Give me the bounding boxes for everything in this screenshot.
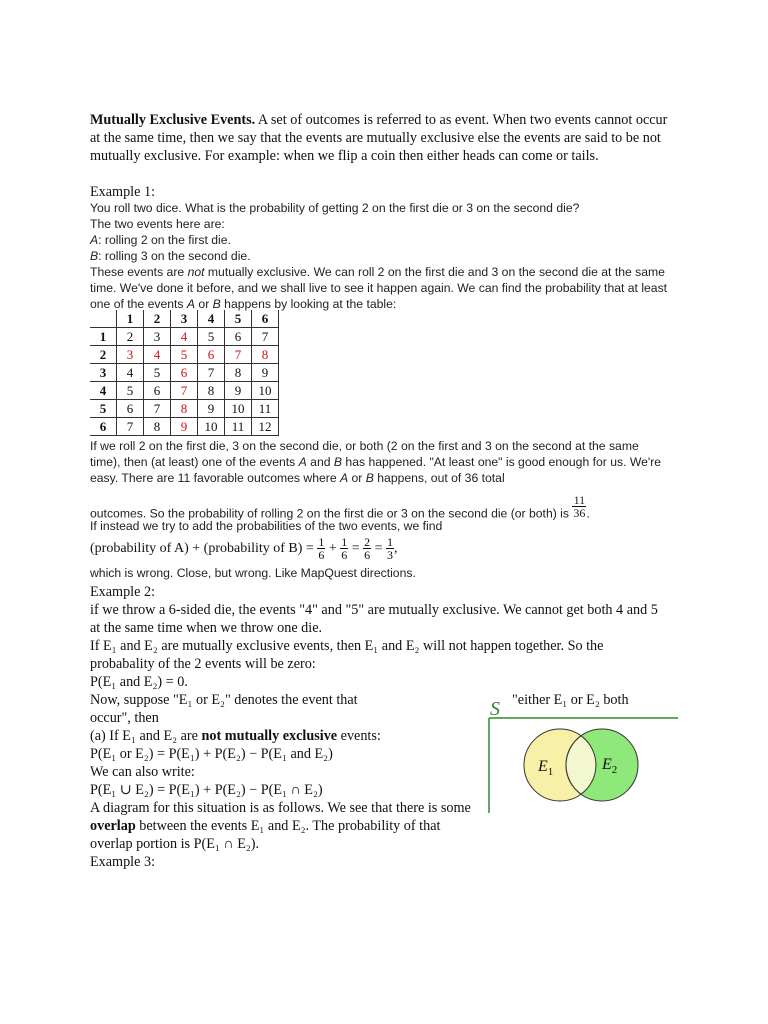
sample-space-label: S bbox=[490, 698, 500, 720]
table-row bbox=[90, 364, 279, 382]
example1-para3: outcomes. So the probability of rolling 2 on the first die or 3 on the second die (or both) is $\frac{11}{36}$ . bbox=[90, 493, 590, 521]
example1-label: Example 1: bbox=[90, 184, 156, 200]
example1-para4: If instead we try to add the probabilities of the two events, we find bbox=[90, 519, 443, 533]
table-header-cell: 2 bbox=[144, 310, 171, 328]
table-cell: 10 bbox=[252, 382, 279, 400]
dice-sum-table bbox=[90, 310, 279, 436]
example2-para2: If E₁ and E₂ are mutually exclusive events, then E₁ and E₂ will not happen together. So the probabality of the 2 events will be zero: bbox=[90, 638, 604, 672]
table-header-cell: 4 bbox=[198, 310, 225, 328]
table-cell: 6 bbox=[117, 400, 144, 418]
table-cell: 5 bbox=[171, 346, 198, 364]
event-b: B: rolling 3 on the second die. bbox=[90, 249, 251, 263]
table-header-cell: 3 bbox=[171, 310, 198, 328]
example1-para5: which is wrong. Close, but wrong. Like MapQuest directions. bbox=[90, 566, 416, 580]
table-cell: 10 bbox=[225, 400, 252, 418]
row-header-cell: 4 bbox=[90, 382, 117, 400]
example2-para3: P(E₁ and E₂) = 0. bbox=[90, 674, 188, 690]
table-cell: 7 bbox=[252, 328, 279, 346]
table-cell: 2 bbox=[117, 328, 144, 346]
section-heading: Mutually Exclusive Events. bbox=[90, 112, 256, 128]
row-header-cell: 6 bbox=[90, 418, 117, 436]
table-header-cell: 1 bbox=[117, 310, 144, 328]
example1-para1: These events are not mutually exclusive. We can roll 2 on the first die and 3 on the second die at the same time. We've done it before, and we shall live to see it happen again. We can find the probability that at least one of the events A or B happens by looking at the table: bbox=[90, 265, 668, 311]
table-row bbox=[90, 382, 279, 400]
table-header-row bbox=[90, 310, 279, 328]
e1-label: $E_1$ bbox=[538, 758, 554, 778]
table-cell: 4 bbox=[144, 346, 171, 364]
example2-para4-right: "either E₁ or E₂ both bbox=[512, 692, 629, 708]
formula-line: (probability of A) + (probability of B) = $\frac{1}{6}$ + $\frac{1}{6}$ = $\frac{2}{6}$ = $\frac{1}{3}$ , bbox=[90, 535, 398, 563]
table-row bbox=[90, 400, 279, 418]
table-cell: 3 bbox=[144, 328, 171, 346]
fraction-11-36: $\frac{11}{36}$ bbox=[573, 493, 586, 520]
example3-label: Example 3: bbox=[90, 854, 156, 870]
example2-label: Example 2: bbox=[90, 584, 156, 600]
table-cell: 4 bbox=[117, 364, 144, 382]
example2-lower: occur", then (a) If E₁ and E₂ are not mutually exclusive events: P(E₁ or E₂) = P(E₁) + P(E₂) − P(E₁ and E₂) We can also write: P(E₁ ∪ E₂) = P(E₁) + P(E₂) − P(E₁ ∩ E₂) A diagram for this situation is as follows. We see that there is some overlap between the events E₁ and E₂. The probability of that overlap portion is P(E₁ ∩ E₂). Example 3: bbox=[90, 710, 471, 870]
table-cell: 8 bbox=[171, 400, 198, 418]
row-header-cell: 3 bbox=[90, 364, 117, 382]
table-header-cell bbox=[90, 310, 117, 328]
table-cell: 6 bbox=[198, 346, 225, 364]
table-header-cell: 5 bbox=[225, 310, 252, 328]
event-a: A: rolling 2 on the first die. bbox=[90, 233, 231, 247]
table-cell: 7 bbox=[117, 418, 144, 436]
table-cell: 8 bbox=[144, 418, 171, 436]
table-cell: 12 bbox=[252, 418, 279, 436]
table-cell: 6 bbox=[225, 328, 252, 346]
dice-table-wrap bbox=[90, 310, 279, 436]
table-cell: 6 bbox=[144, 382, 171, 400]
intro-paragraph bbox=[90, 111, 670, 165]
table-cell: 8 bbox=[198, 382, 225, 400]
example1-para2: If we roll 2 on the first die, 3 on the second die, or both (2 on the first and 3 on the second at the same time), then (at least) one of the events A and B has happened. "At least one" is good enough for us. We're easy. There are 11 favorable outcomes where A or B happens, out of 36 total bbox=[90, 439, 662, 485]
table-cell: 9 bbox=[198, 400, 225, 418]
example2-para1: if we throw a 6-sided die, the events "4" and "5" are mutually exclusive. We cannot get both 4 and 5 at the same time when we throw one die. bbox=[90, 602, 658, 636]
table-cell: 9 bbox=[252, 364, 279, 382]
row-header-cell: 1 bbox=[90, 328, 117, 346]
example2-para4: Now, suppose "E₁ or E₂" denotes the event that bbox=[90, 692, 358, 708]
table-cell: 7 bbox=[171, 382, 198, 400]
venn-diagram bbox=[484, 695, 684, 825]
e2-label: $E_2$ bbox=[602, 756, 618, 776]
events-intro: The two events here are: bbox=[90, 217, 225, 231]
table-cell: 11 bbox=[252, 400, 279, 418]
table-row bbox=[90, 346, 279, 364]
table-header-cell: 6 bbox=[252, 310, 279, 328]
table-cell: 10 bbox=[198, 418, 225, 436]
example1-question: You roll two dice. What is the probability of getting 2 on the first die or 3 on the second die? bbox=[90, 201, 580, 215]
table-cell: 7 bbox=[225, 346, 252, 364]
table-cell: 7 bbox=[144, 400, 171, 418]
table-cell: 9 bbox=[225, 382, 252, 400]
table-cell: 4 bbox=[171, 328, 198, 346]
table-cell: 7 bbox=[198, 364, 225, 382]
table-cell: 8 bbox=[252, 346, 279, 364]
table-cell: 5 bbox=[198, 328, 225, 346]
row-header-cell: 5 bbox=[90, 400, 117, 418]
table-cell: 11 bbox=[225, 418, 252, 436]
table-cell: 9 bbox=[171, 418, 198, 436]
table-cell: 3 bbox=[117, 346, 144, 364]
table-cell: 5 bbox=[144, 364, 171, 382]
table-row bbox=[90, 418, 279, 436]
table-cell: 8 bbox=[225, 364, 252, 382]
table-row bbox=[90, 328, 279, 346]
table-cell: 6 bbox=[171, 364, 198, 382]
example1-body bbox=[90, 200, 670, 312]
intro-text: A set of outcomes is referred to as event. When two events cannot occur at the same time, then we say that the events are mutually exclusive else the events are said to be not mutually exclusive. For example: when we flip a coin then either heads can come or tails. bbox=[90, 112, 668, 164]
row-header-cell: 2 bbox=[90, 346, 117, 364]
table-cell: 5 bbox=[117, 382, 144, 400]
